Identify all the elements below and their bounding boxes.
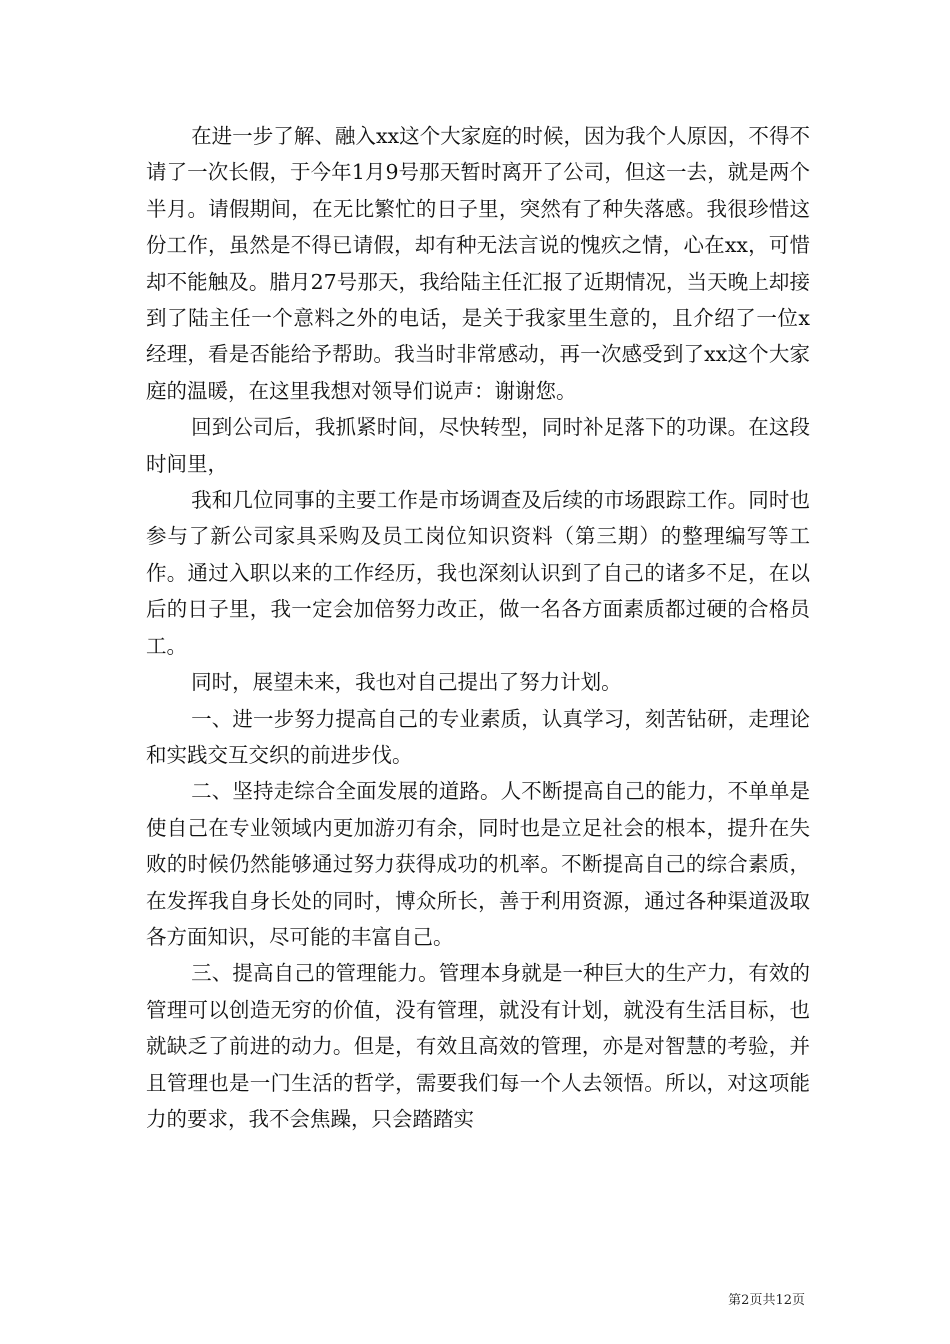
paragraph-1: 在进一步了解、融入xx这个大家庭的时候，因为我个人原因，不得不请了一次长假，于今年1月9号那天暂时离开了公司，但这一去，就是两个半月。请假期间，在无比繁忙的日子里，突然有了种失落感。我很珍惜这份工作，虽然是不得已请假，却有种无法言说的愧疚之情，心在xx，可惜却不能触及。腊月27号那天，我给陆主任汇报了近期情况，当天晚上却接到了陆主任一个意料之外的电话，是关于我家里生意的，且介绍了一位x经理，看是否能给予帮助。我当时非常感动，再一次感受到了xx这个大家庭的温暖，在这里我想对领导们说声：谢谢您。 [146,124,810,403]
paragraph-2: 回到公司后，我抓紧时间，尽快转型，同时补足落下的功课。在这段时间里， [146,415,810,476]
page-number-footer: 第2页共12页 [728,1293,805,1308]
paragraph-3: 我和几位同事的主要工作是市场调查及后续的市场跟踪工作。同时也参与了新公司家具采购及员工岗位知识资料（第三期）的整理编写等工作。通过入职以来的工作经历，我也深刻认识到了自己的诸多不足，在以后的日子里，我一定会加倍努力改正，做一名各方面素质都过硬的合格员工。 [146,488,810,658]
paragraph-6: 二、坚持走综合全面发展的道路。人不断提高自己的能力，不单单是使自己在专业领域内更加游刃有余，同时也是立足社会的根本，提升在失败的时候仍然能够通过努力获得成功的机率。不断提高自己的综合素质，在发挥我自身长处的同时，博众所长，善于利用资源，通过各种渠道汲取各方面知识，尽可能的丰富自己。 [146,779,810,949]
paragraph-7: 三、提高自己的管理能力。管理本身就是一种巨大的生产力，有效的管理可以创造无穷的价值，没有管理，就没有计划，就没有生活目标，也就缺乏了前进的动力。但是，有效且高效的管理，亦是对智慧的考验，并且管理也是一门生活的哲学，需要我们每一个人去领悟。所以，对这项能力的要求，我不会焦躁，只会踏踏实 [146,961,810,1131]
document-body [146,118,810,1137]
paragraph-4: 同时，展望未来，我也对自己提出了努力计划。 [191,670,622,695]
paragraph-5: 一、进一步努力提高自己的专业素质，认真学习，刻苦钻研，走理论和实践交互交织的前进步伐。 [146,706,810,767]
